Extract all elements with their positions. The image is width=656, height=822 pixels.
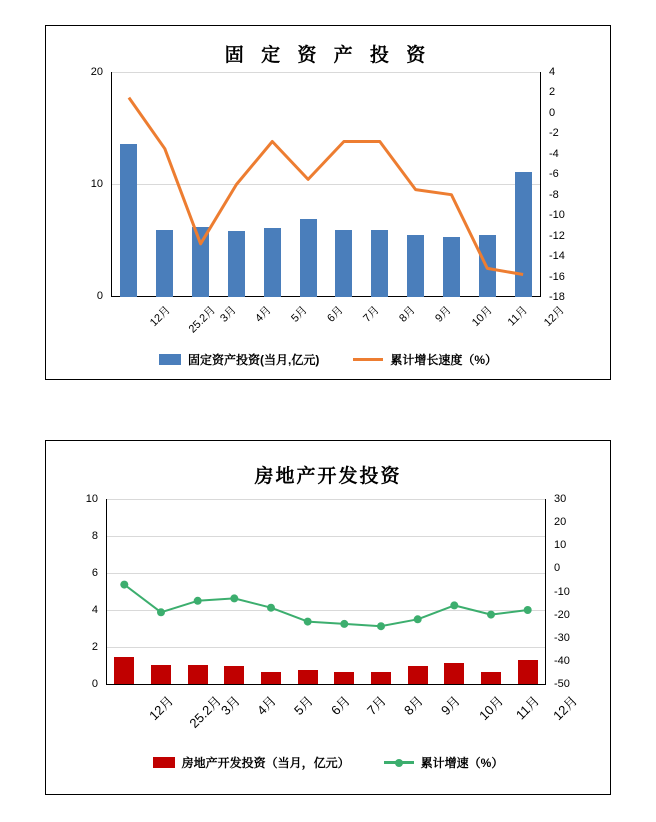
legend-swatch-bar-icon: [159, 354, 181, 365]
x-axis-label: 25.2月: [186, 304, 218, 336]
y-tick-right: -14: [549, 250, 565, 263]
y-tick-right: -50: [554, 678, 570, 690]
x-axis-label: 11月: [512, 693, 543, 723]
y-tick-right: 0: [554, 562, 561, 575]
x-axis-label: 11月: [505, 304, 531, 329]
y-tick-right: -2: [549, 127, 559, 140]
real-estate-investment-chart-card: [45, 440, 611, 795]
chart-title: 房地产开发投资: [254, 466, 402, 487]
y-tick-left: 10: [90, 178, 103, 190]
x-axis-label: 9月: [437, 693, 463, 719]
y-tick-right: 20: [554, 516, 567, 529]
x-axis-label: 8月: [396, 304, 418, 325]
x-axis-label: 6月: [325, 304, 346, 325]
series-marker: [450, 601, 458, 609]
series-line: [124, 585, 527, 627]
x-axis-label: 4月: [253, 304, 275, 325]
legend-item-line: [353, 351, 497, 368]
y-tick-right: -30: [554, 631, 570, 644]
y-tick-right: -40: [554, 654, 570, 667]
x-axis-label: 25.2月: [186, 693, 225, 731]
series-marker: [194, 597, 202, 605]
series-marker: [230, 594, 238, 602]
x-axis-label: 8月: [401, 693, 426, 719]
x-axis-label: 7月: [361, 304, 382, 325]
y-tick-right: -4: [549, 147, 559, 160]
y-tick-right: 0: [549, 106, 556, 119]
legend-label: 房地产开发投资（当月，亿元）: [181, 756, 350, 770]
series-marker: [120, 581, 128, 589]
legend-item-bar: [159, 351, 319, 368]
series-line: [129, 98, 523, 275]
y-tick-right: 10: [554, 539, 567, 552]
series-marker: [414, 615, 422, 623]
x-axis-label: 5月: [291, 693, 316, 719]
chart-plot-area: [90, 66, 565, 303]
chart-legend: [46, 351, 610, 368]
y-tick-right: -6: [549, 168, 559, 181]
y-tick-left: 2: [91, 641, 98, 653]
series-marker: [377, 622, 385, 630]
chart-plot-area: [85, 493, 570, 690]
x-axis-label: 12月: [549, 693, 580, 724]
x-axis-label: 3月: [217, 304, 239, 325]
series-marker: [157, 608, 165, 616]
legend-swatch-line-icon: [384, 761, 414, 764]
y-tick-right: 30: [554, 493, 567, 505]
series-marker: [487, 611, 495, 619]
x-axis-label: 7月: [364, 693, 390, 719]
y-tick-right: -16: [549, 270, 565, 283]
y-tick-right: -10: [549, 209, 565, 222]
y-tick-right: -10: [554, 585, 570, 598]
x-axis-label: 3月: [217, 693, 243, 719]
legend-label: 累计增速（%）: [420, 756, 504, 770]
y-tick-left: 8: [91, 530, 98, 542]
x-axis-label: 10月: [476, 693, 507, 724]
legend-item-bar: [153, 754, 350, 771]
legend-label: 累计增长速度（%）: [390, 353, 497, 367]
legend-swatch-bar-icon: [153, 757, 175, 768]
chart-legend: [46, 754, 610, 771]
y-tick-right: -20: [554, 608, 570, 621]
fixed-asset-investment-chart-card: [45, 25, 611, 380]
legend-label: 固定资产投资(当月,亿元): [188, 353, 320, 367]
legend-item-line: [384, 754, 504, 771]
x-axis-label: 6月: [327, 693, 353, 719]
x-axis-label: 9月: [432, 304, 454, 325]
line-series: [111, 72, 541, 297]
x-axis-label: 5月: [289, 304, 310, 325]
x-axis-labels: [111, 302, 567, 342]
y-tick-right: -18: [549, 291, 565, 303]
x-axis-label: 12月: [146, 693, 177, 724]
y-tick-right: -8: [549, 188, 559, 201]
x-axis-label: 12月: [147, 304, 173, 330]
x-axis-label: 4月: [254, 693, 280, 719]
chart-title: 固 定 资 产 投 资: [224, 45, 432, 66]
series-marker: [340, 620, 348, 628]
y-tick-right: -12: [549, 229, 565, 242]
line-series: [106, 499, 546, 684]
y-tick-left: 4: [91, 604, 98, 616]
axis-baseline: [106, 684, 546, 685]
y-tick-right: 2: [549, 86, 556, 99]
y-tick-left: 0: [91, 678, 98, 690]
legend-swatch-line-icon: [353, 358, 383, 361]
x-axis-labels: [106, 691, 580, 736]
series-marker: [267, 604, 275, 612]
y-tick-left: 20: [90, 66, 103, 78]
series-marker: [524, 606, 532, 614]
x-axis-label: 10月: [470, 304, 496, 330]
y-tick-right: 4: [549, 66, 556, 78]
y-tick-left: 6: [91, 567, 98, 579]
series-marker: [304, 618, 312, 626]
y-tick-left: 0: [96, 290, 103, 302]
y-tick-left: 10: [85, 493, 98, 505]
x-axis-label: 12月: [542, 304, 567, 330]
